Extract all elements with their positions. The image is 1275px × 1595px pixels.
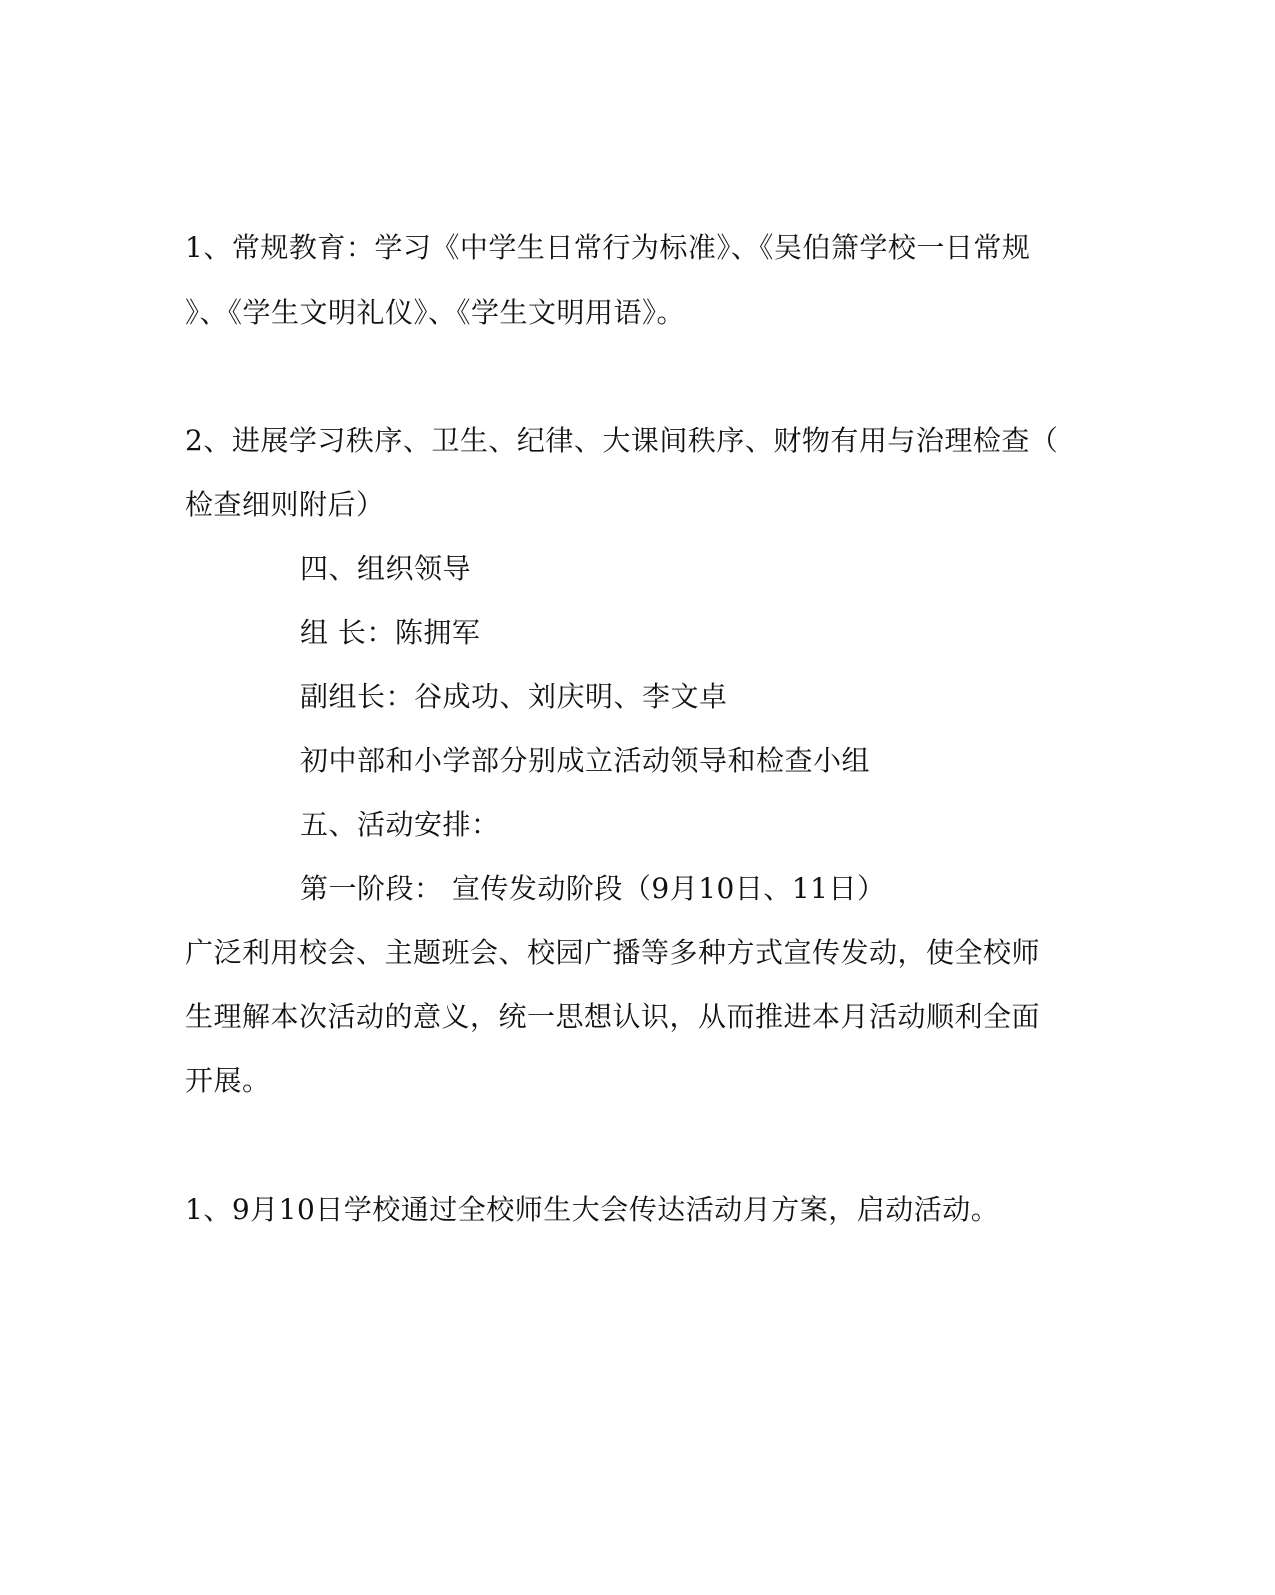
paragraph-line: 1、常规教育：学习《中学生日常行为标准》、《吴伯箫学校一日常规	[185, 231, 1031, 264]
paragraph-line: 》、《学生文明礼仪》、《学生文明用语》。	[185, 296, 686, 329]
section-heading: 四、组织领导	[300, 552, 472, 585]
paragraph-line: 初中部和小学部分别成立活动领导和检查小组	[300, 744, 871, 777]
paragraph-line: 2、进展学习秩序、卫生、纪律、大课间秩序、财物有用与治理检查（	[185, 424, 1059, 457]
paragraph-line: 检查细则附后）	[185, 488, 385, 521]
paragraph-line: 第一阶段： 宣传发动阶段（9月10日、11日）	[300, 872, 886, 905]
paragraph-line: 1、9月10日学校通过全校师生大会传达活动月方案，启动活动。	[185, 1193, 1000, 1226]
paragraph-line: 开展。	[185, 1064, 271, 1097]
paragraph-line: 组 长：陈拥军	[300, 616, 481, 649]
paragraph-line: 副组长：谷成功、刘庆明、李文卓	[300, 680, 728, 713]
paragraph-line: 生理解本次活动的意义，统一思想认识，从而推进本月活动顺利全面	[185, 1000, 1041, 1033]
paragraph-line: 广泛利用校会、主题班会、校园广播等多种方式宣传发动，使全校师	[185, 936, 1041, 969]
section-heading: 五、活动安排：	[300, 808, 500, 841]
